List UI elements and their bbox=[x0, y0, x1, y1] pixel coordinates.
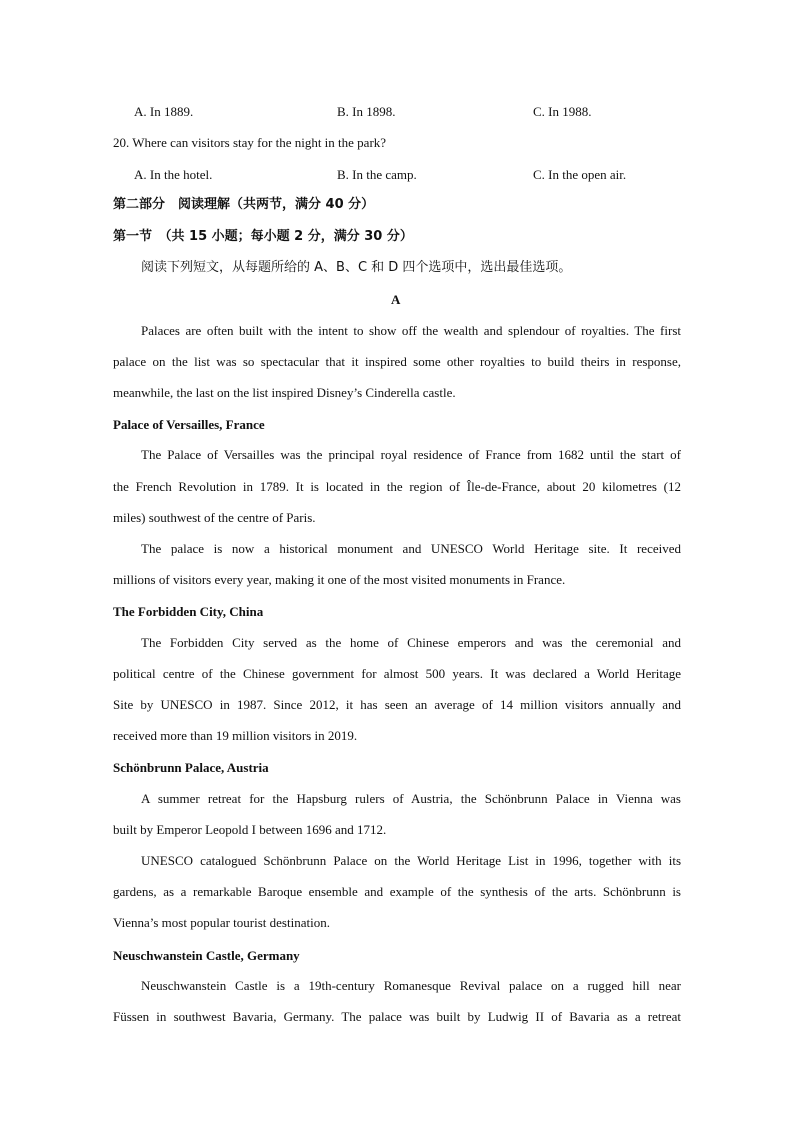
versailles-p1-line-1: The Palace of Versailles was the principal royal residence of France from 1682 until the start of bbox=[141, 447, 681, 462]
intro-line-1: Palaces are often built with the intent to show off the wealth and splendour of royalties. The first bbox=[141, 323, 681, 338]
q19-option-a: A. In 1889. bbox=[134, 104, 194, 119]
schonbrunn-p2-line-1: UNESCO catalogued Schönbrunn Palace on the World Heritage List in 1996, together with its bbox=[141, 853, 681, 868]
versailles-p1-line-2: the French Revolution in 1789. It is located in the region of Île-de-France, about 20 kilometres (12 bbox=[113, 479, 681, 494]
forbidden-city-heading: The Forbidden City, China bbox=[113, 604, 264, 619]
intro-line-3: meanwhile, the last on the list inspired Disney’s Cinderella castle. bbox=[113, 385, 456, 400]
schonbrunn-p2-line-2: gardens, as a remarkable Baroque ensemble and example of the synthesis of the arts. Schönbrunn is bbox=[113, 884, 681, 899]
q20-option-b: B. In the camp. bbox=[337, 167, 417, 182]
forbidden-city-line-2: political centre of the Chinese government for almost 500 years. It was declared a World Heritage bbox=[113, 666, 681, 681]
part2-heading: 第二部分 阅读理解（共两节，满分 40 分） bbox=[113, 197, 375, 212]
intro-line-2: palace on the list was so spectacular that it inspired some other royalties to build theirs in response, bbox=[113, 354, 681, 369]
instruction-text: 阅读下列短文，从每题所给的 A、B、C 和 D 四个选项中，选出最佳选项。 bbox=[141, 260, 572, 275]
forbidden-city-line-4: received more than 19 million visitors in 2019. bbox=[113, 728, 358, 743]
q20-option-a: A. In the hotel. bbox=[134, 167, 213, 182]
forbidden-city-line-3: Site by UNESCO in 1987. Since 2012, it has seen an average of 14 million visitors annually and bbox=[113, 697, 681, 712]
neuschwanstein-heading: Neuschwanstein Castle, Germany bbox=[113, 948, 300, 963]
q19-option-c: C. In 1988. bbox=[533, 104, 592, 119]
versailles-p1-line-3: miles) southwest of the centre of Paris. bbox=[113, 510, 316, 525]
schonbrunn-heading: Schönbrunn Palace, Austria bbox=[113, 760, 269, 775]
neuschwanstein-line-2: Füssen in southwest Bavaria, Germany. The palace was built by Ludwig II of Bavaria as a retreat bbox=[113, 1009, 681, 1024]
section1-heading: 第一节 （共 15 小题；每小题 2 分，满分 30 分） bbox=[113, 229, 413, 244]
versailles-p2-line-1: The palace is now a historical monument and UNESCO World Heritage site. It received bbox=[141, 541, 681, 556]
versailles-p2-line-2: millions of visitors every year, making it one of the most visited monuments in France. bbox=[113, 572, 566, 587]
schonbrunn-p2-line-3: Vienna’s most popular tourist destination. bbox=[113, 915, 330, 930]
schonbrunn-p1-line-1: A summer retreat for the Hapsburg rulers of Austria, the Schönbrunn Palace in Vienna was bbox=[141, 791, 681, 806]
schonbrunn-p1-line-2: built by Emperor Leopold I between 1696 and 1712. bbox=[113, 822, 387, 837]
q20-option-c: C. In the open air. bbox=[533, 167, 627, 182]
q19-option-b: B. In 1898. bbox=[337, 104, 396, 119]
versailles-heading: Palace of Versailles, France bbox=[113, 417, 265, 432]
passage-label: A bbox=[391, 292, 401, 307]
neuschwanstein-line-1: Neuschwanstein Castle is a 19th-century Romanesque Revival palace on a rugged hill near bbox=[141, 978, 681, 993]
forbidden-city-line-1: The Forbidden City served as the home of Chinese emperors and was the ceremonial and bbox=[141, 635, 681, 650]
q20-question: 20. Where can visitors stay for the night in the park? bbox=[113, 135, 387, 150]
